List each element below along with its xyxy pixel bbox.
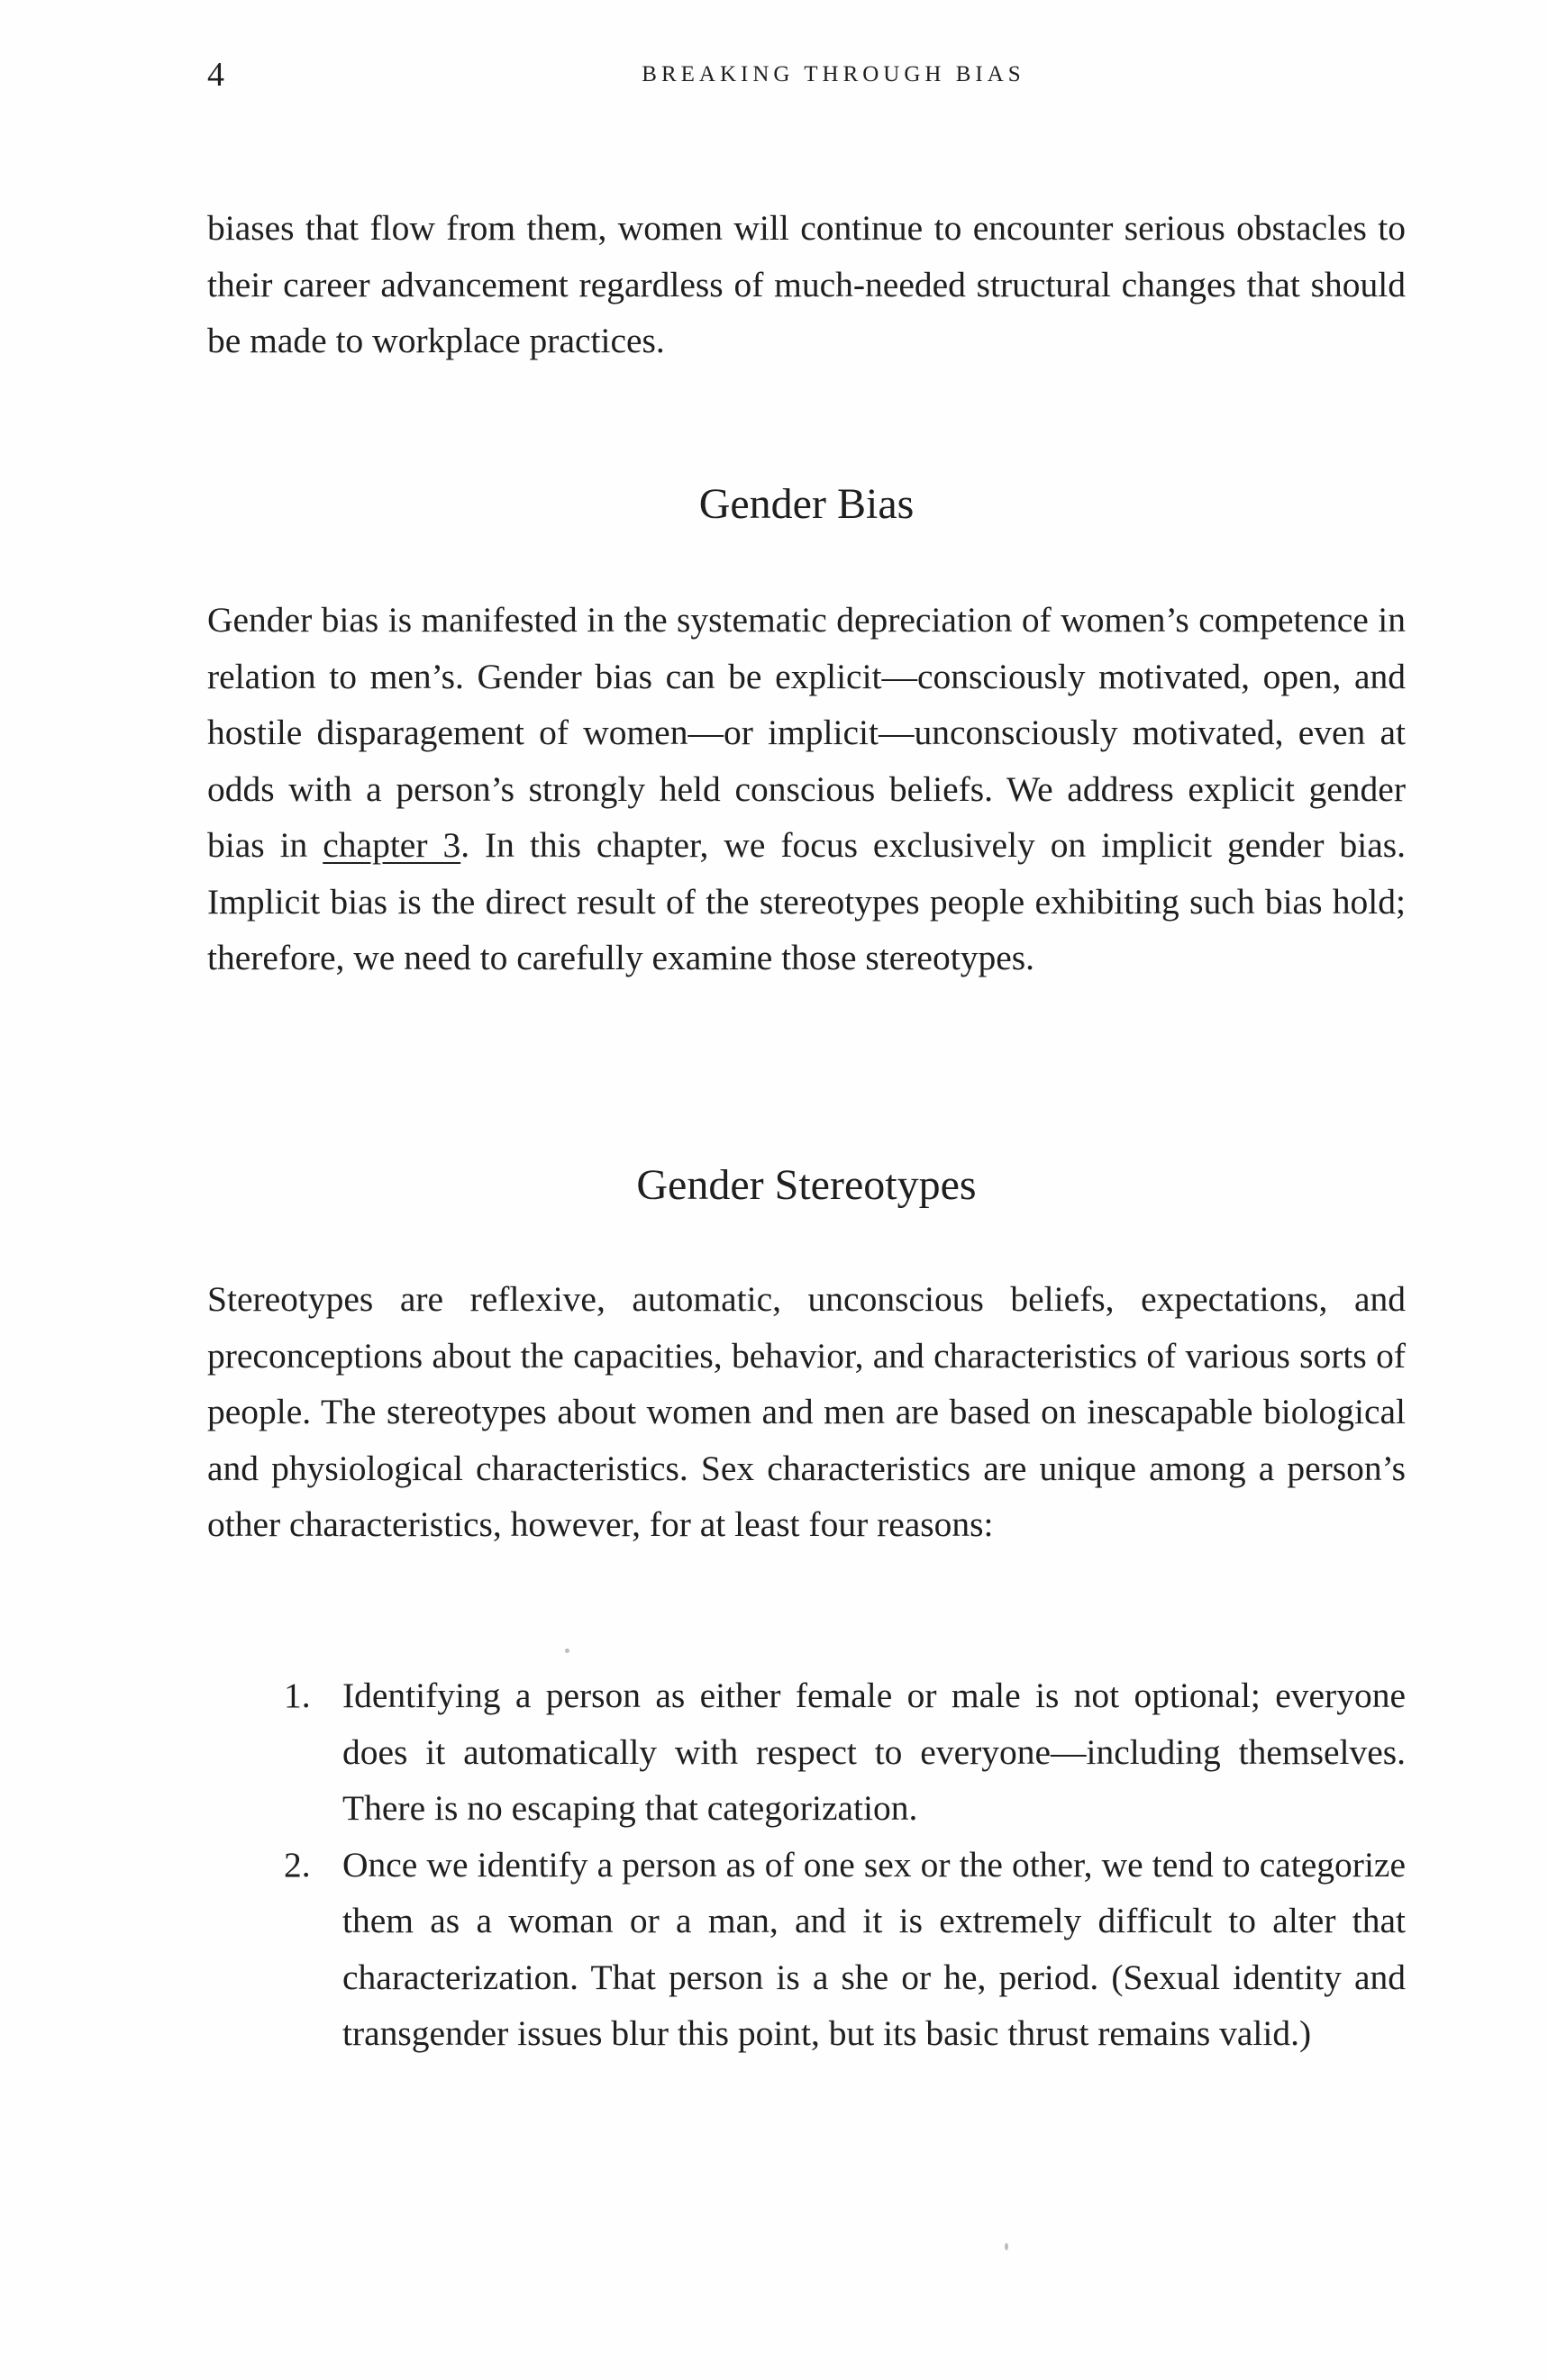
list-item xyxy=(207,1837,1406,2062)
reasons-list xyxy=(207,1667,1406,2062)
gender-bias-text-part-2: . In this chapter, we focus exclusively on implicit gender bias. Implicit bias is the direct result of the stereotypes people exhibiting such bias hold; therefore, we need to carefully examine those stereotypes. xyxy=(207,825,1406,977)
heading-gender-bias: Gender Bias xyxy=(698,480,915,528)
heading-gender-stereotypes: Gender Stereotypes xyxy=(636,1161,977,1209)
gender-stereotypes-paragraph: Stereotypes are reflexive, automatic, unconscious beliefs, expectations, and preconceptions about the capacities, behavior, and characteristics of various sorts of people. The stereotypes about women and men are based on inescapable biological and physiological characteristics. Sex characteristics are unique among a person’s other characteristics, however, for at least four reasons: xyxy=(207,1279,1406,1544)
page-number: 4 xyxy=(207,56,224,94)
intro-paragraph: biases that flow from them, women will continue to encounter serious obstacles to their career advancement regardless of much-needed structural changes that should be made to workplace practices. xyxy=(207,208,1406,360)
list-item-number: 2. xyxy=(284,1844,311,1885)
list-item-text: Once we identify a person as of one sex or the other, we tend to categorize them as a woman or a man, and it is extremely difficult to alter that characterization. That person is a she or he, period. (Sexual identity and transgender issues blur this point, but its basic thrust remains valid.) xyxy=(342,1844,1406,2053)
gender-bias-text-part-1: Gender bias is manifested in the systematic depreciation of women’s competence in relation to men’s. Gender bias can be explicit—consciously motivated, open, and hostile disparagement of women—or implicit—unconsciously motivated, even at odds with a person’s strongly held conscious beliefs. We address explicit gender bias in xyxy=(207,600,1406,865)
gender-bias-paragraph xyxy=(207,592,1406,986)
chapter-3-link[interactable]: chapter 3 xyxy=(323,825,461,865)
scan-speck xyxy=(565,1649,569,1653)
running-head xyxy=(207,52,1406,97)
scan-speck xyxy=(1005,2243,1008,2250)
list-item-text: Identifying a person as either female or male is not optional; everyone does it automatically with respect to everyone—including themselves. There is no escaping that categorization. xyxy=(342,1676,1406,1828)
list-item xyxy=(207,1667,1406,1837)
list-item-number: 1. xyxy=(284,1676,311,1715)
running-title: BREAKING THROUGH BIAS xyxy=(642,62,1025,86)
